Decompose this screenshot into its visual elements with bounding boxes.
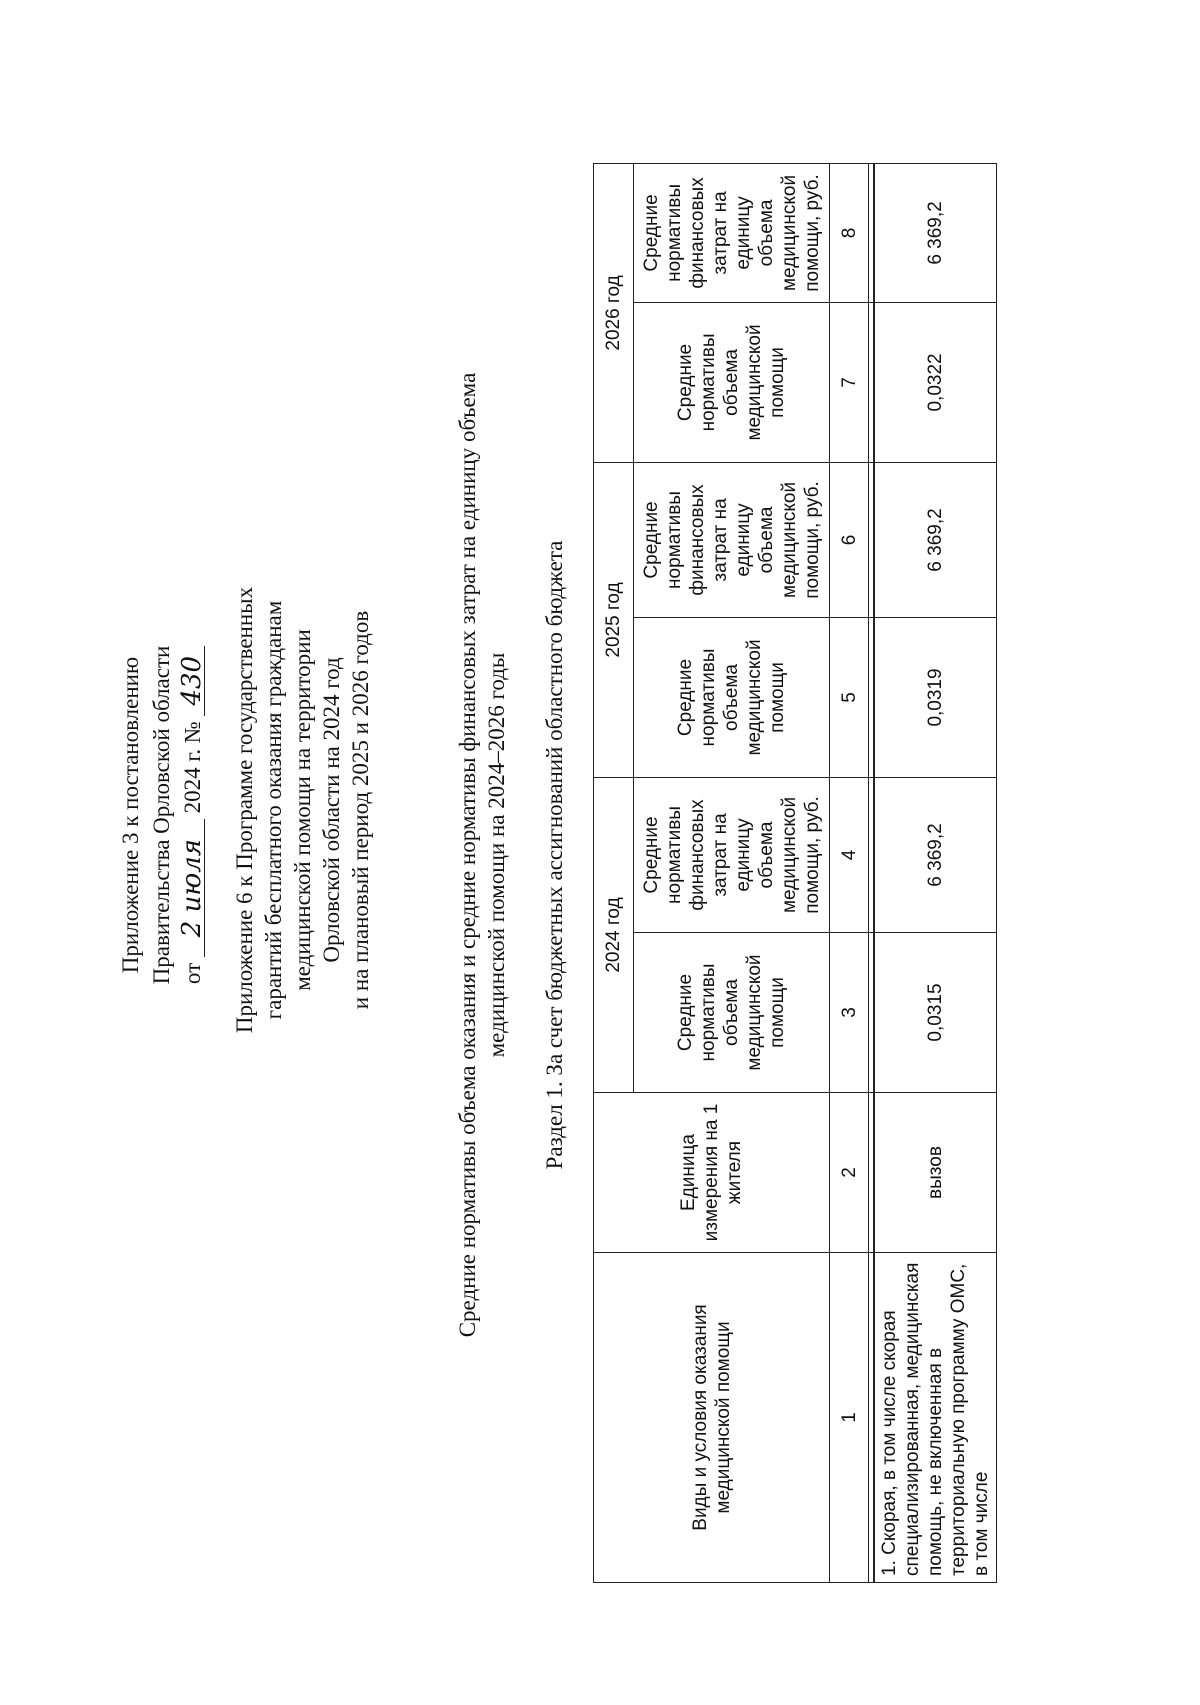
norms-table [593, 163, 997, 1583]
row-2024-cost: 6 369,2 [874, 777, 997, 932]
header-unit: Единица измерения на 1 жителя [594, 1093, 830, 1253]
col-number-2: 2 [830, 1093, 869, 1253]
annex-header [230, 510, 375, 1110]
row-kind: 1. Скорая, в том числе скорая специализированная, медицинская помощь, не включенная в территориальную программу ОМС, в том числе [874, 1253, 997, 1583]
row-unit: вызов [874, 1093, 997, 1253]
handwritten-number: 430 [180, 646, 205, 716]
header-year-2024: 2024 год [594, 777, 634, 1092]
approval-header [115, 580, 208, 1050]
row-2026-volume: 0,0322 [874, 302, 997, 462]
col-number-1: 1 [830, 1253, 869, 1583]
header-2024-cost: Средние нормативы финансовых затрат на единицу объема медицинской помощи, руб. [634, 777, 830, 932]
row-2025-volume: 0,0319 [874, 617, 997, 777]
column-numbers-row [830, 163, 869, 1582]
annex-line-5: и на плановый период 2025 и 2026 годов [348, 610, 373, 1010]
row-2025-cost: 6 369,2 [874, 462, 997, 617]
title-line-1: Средние нормативы объема оказания и средние нормативы финансовых затрат на единицу объема [455, 372, 480, 1338]
document-title [453, 105, 511, 1605]
header-2024-volume: Средние нормативы объема медицинской помощи [634, 933, 830, 1093]
approval-line-1: Приложение 3 к постановлению [118, 656, 143, 974]
approval-year-text: 2024 г. № [180, 721, 205, 814]
col-number-7: 7 [830, 302, 869, 462]
annex-line-1: Приложение 6 к Программе государственных [232, 586, 257, 1034]
row-2024-volume: 0,0315 [874, 933, 997, 1093]
annex-line-2: гарантий бесплатного оказания гражданам [261, 600, 286, 1020]
table-row [874, 163, 997, 1582]
col-number-8: 8 [830, 163, 869, 302]
header-row-years [594, 163, 634, 1582]
header-kinds: Виды и условия оказания медицинской помощи [594, 1253, 830, 1583]
title-line-2: медицинской помощи на 2024–2026 годы [484, 652, 509, 1058]
col-number-5: 5 [830, 617, 869, 777]
col-number-3: 3 [830, 933, 869, 1093]
approval-from-label: от [180, 962, 205, 985]
header-year-2026: 2026 год [594, 163, 634, 462]
header-2025-volume: Средние нормативы объема медицинской помощи [634, 617, 830, 777]
header-2026-volume: Средние нормативы объема медицинской помощи [634, 302, 830, 462]
approval-line-2: Правительства Орловской области [149, 645, 174, 985]
approval-line-3 [177, 580, 208, 1050]
annex-line-4: Орловской области на 2024 год [319, 657, 344, 963]
col-number-6: 6 [830, 462, 869, 617]
handwritten-date: 2 июля [180, 819, 205, 957]
header-year-2025: 2025 год [594, 462, 634, 777]
col-number-4: 4 [830, 777, 869, 932]
row-2026-cost: 6 369,2 [874, 163, 997, 302]
annex-line-3: медицинской помощи на территории [290, 629, 315, 991]
header-2025-cost: Средние нормативы финансовых затрат на единицу объема медицинской помощи, руб. [634, 462, 830, 617]
section-title: Раздел 1. За счет бюджетных ассигнований областного бюджета [542, 540, 567, 1170]
header-2026-cost: Средние нормативы финансовых затрат на единицу объема медицинской помощи, руб. [634, 163, 830, 302]
